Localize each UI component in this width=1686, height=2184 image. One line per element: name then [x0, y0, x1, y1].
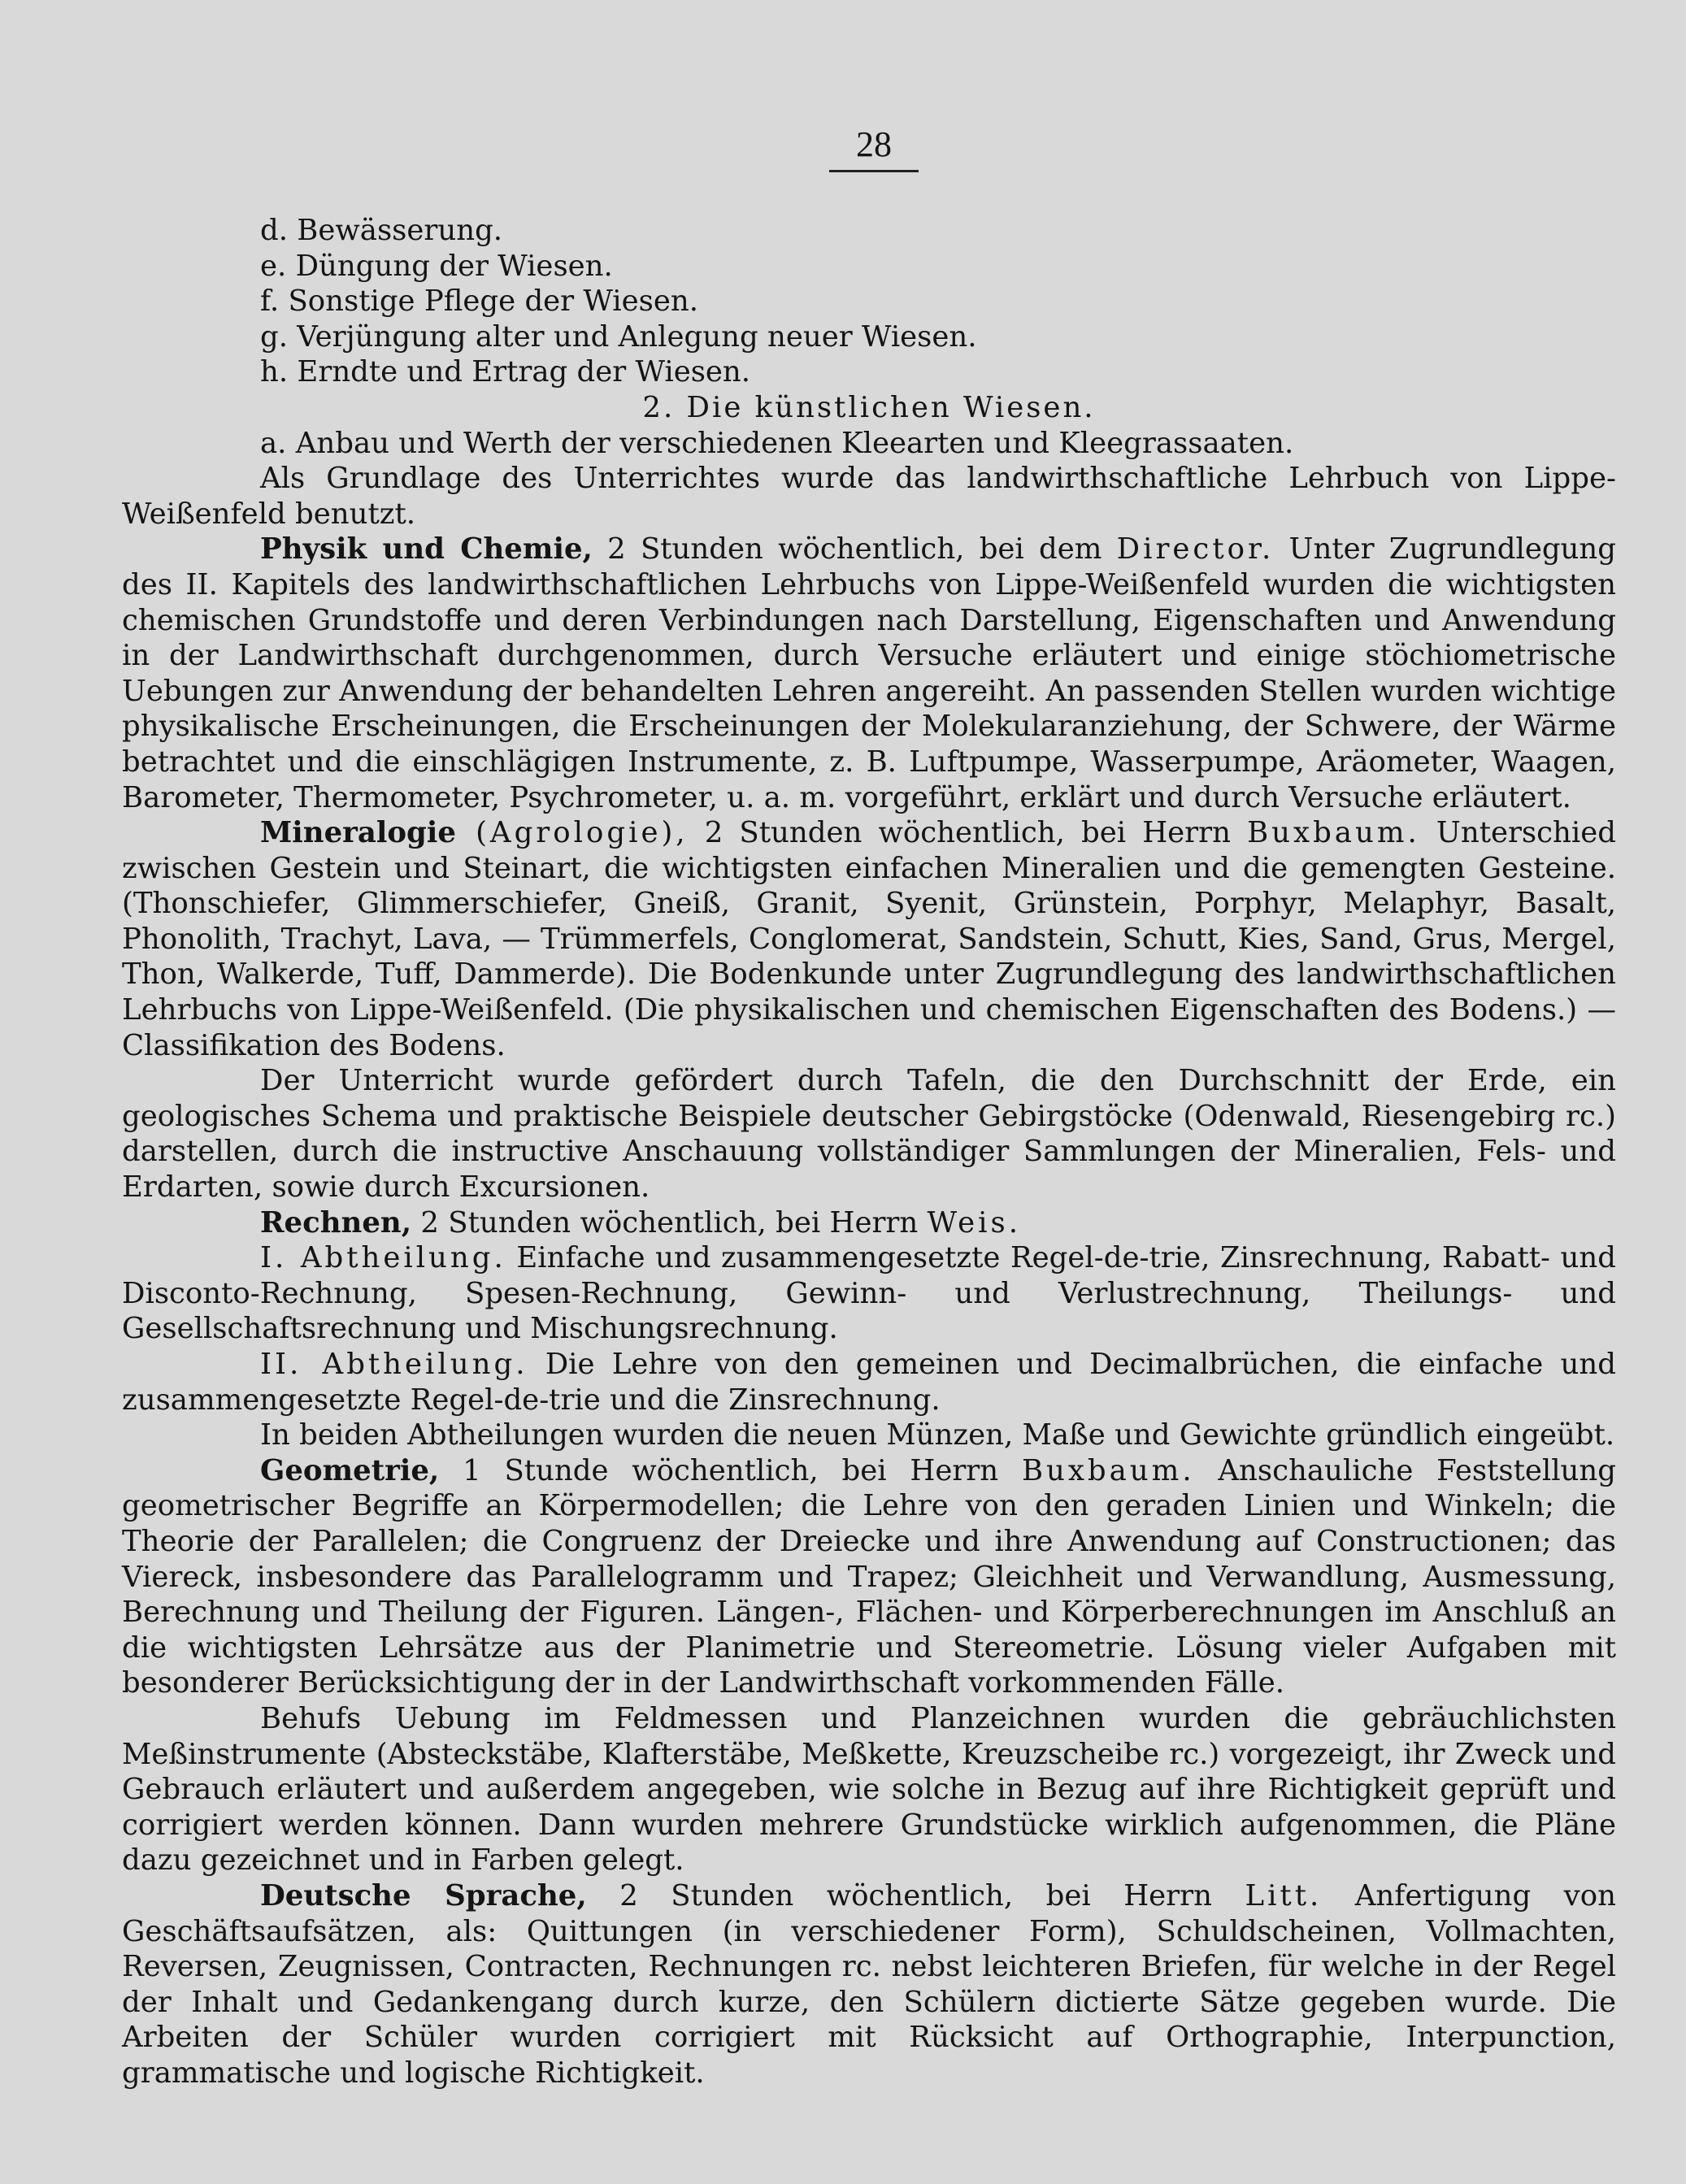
- subject-subtitle-mineralogie: (Agrologie),: [455, 816, 689, 850]
- subject-teacher-deutsch: Litt.: [1245, 1878, 1323, 1913]
- list-item-e: e. Düngung der Wiesen.: [260, 249, 613, 283]
- subject-text-deutsch: Anfertigung von Geschäftsaufsätzen, als: Quittungen (in verschiedener Form), Schuldscheinen, Vollmachten, Reversen, Zeugnissen, Contracten, Rechnungen rc. nebst leichteren Briefen, für welche in der Regel der Inhalt und Gedankengang durch kurze, den Schülern dictierte Sätze gegeben wurde. Die Arbeiten der Schüler wurden corrigiert mit Rücksicht auf Orthographie, Interpunction, grammatische und logische Richtigkeit.: [122, 1878, 1616, 2090]
- paragraph-grundlage: Als Grundlage des Unterrichtes wurde das landwirthschaftliche Lehrbuch von Lippe-Weißenfeld benutzt.: [122, 462, 1616, 531]
- page-number: 28: [829, 124, 919, 172]
- subject-text-mineralogie: Unterschied zwischen Gestein und Steinart, die wichtigsten einfachen Mineralien und die gemengten Gesteine. (Thonschiefer, Glimmerschiefer, Gneiß, Granit, Syenit, Grünstein, Porphyr, Melaphyr, Basalt, Phonolith, Trachyt, Lava, — Trümmerfels, Conglomerat, Sandstein, Schutt, Kies, Sand, Grus, Mergel, Thon, Walkerde, Tuff, Dammerde). Die Bodenkunde unter Zugrundlegung des landwirthschaftlichen Lehrbuchs von Lippe-Weißenfeld. (Die physikalischen und chemischen Eigenschaften des Bodens.) — Classifikation des Bodens.: [122, 816, 1616, 1062]
- subject-title-geometrie: Geometrie,: [260, 1453, 440, 1487]
- subject-hours-geometrie: 1 Stunde wöchentlich, bei Herrn: [439, 1453, 1022, 1487]
- abteilung-1-text: Einfache und zusammengesetzte Regel-de-trie, Zinsrechnung, Rabatt- und Disconto-Rechnung, Spesen-Rechnung, Gewinn- und Verlustrechnung, Theilungs- und Gesellschaftsrechnung und Mischungsrechnung.: [122, 1241, 1616, 1346]
- paragraph-geometrie: [122, 1453, 1616, 1701]
- paragraph-mineralogie: [122, 815, 1616, 1063]
- paragraph-geometrie-feldmessen: Behufs Uebung im Feldmessen und Planzeichnen wurden die gebräuchlichsten Meßinstrumente (Absteckstäbe, Klafterstäbe, Meßkette, Kreuzscheibe rc.) vorgezeigt, ihr Zweck und Gebrauch erläutert und außerdem angegeben, wie solche in Bezug auf ihre Richtigkeit geprüft und corrigiert werden können. Dann wurden mehrere Grundstücke wirklich aufgenommen, die Pläne dazu gezeichnet und in Farben gelegt.: [122, 1701, 1616, 1878]
- list-item-a: a. Anbau und Werth der verschiedenen Kleearten und Kleegrassaaten.: [260, 426, 1294, 460]
- subject-title-physik: Physik und Chemie,: [260, 532, 593, 567]
- section-heading-kuenstliche-wiesen: 2. Die künstlichen Wiesen.: [642, 390, 1096, 424]
- list-item-f: f. Sonstige Pflege der Wiesen.: [260, 284, 699, 319]
- subject-hours-mineralogie: 2 Stunden wöchentlich, bei Herrn: [688, 816, 1248, 850]
- paragraph-rechnen: [122, 1205, 1616, 1241]
- subject-title-mineralogie: Mineralogie: [260, 816, 456, 850]
- subject-hours-physik: 2 Stunden wöchentlich, bei dem: [592, 532, 1117, 567]
- abteilung-2-text: Die Lehre von den gemeinen und Decimalbrüchen, die einfache und zusammengesetzte Regel-de-trie und die Zinsrechnung.: [122, 1348, 1616, 1417]
- list-item-d: d. Bewässerung.: [260, 214, 503, 247]
- paragraph-rechnen-abteilung-2: [122, 1347, 1616, 1418]
- list-item-g: g. Verjüngung alter und Anlegung neuer Wiesen.: [260, 319, 977, 354]
- paragraph-physik-chemie: [122, 532, 1616, 815]
- subject-title-deutsch: Deutsche Sprache,: [260, 1878, 587, 1913]
- paragraph-rechnen-abteilung-1: [122, 1240, 1616, 1347]
- paragraph-rechnen-beide: In beiden Abtheilungen wurden die neuen Münzen, Maße und Gewichte gründlich eingeübt.: [260, 1418, 1615, 1452]
- subject-teacher-geometrie: Buxbaum.: [1021, 1453, 1195, 1487]
- subject-title-rechnen: Rechnen,: [260, 1205, 412, 1240]
- list-item-h: h. Erndte und Ertrag der Wiesen.: [260, 355, 751, 389]
- paragraph-deutsche-sprache: [122, 1878, 1616, 2091]
- paragraph-mineralogie-unterricht: Der Unterricht wurde gefördert durch Tafeln, die den Durchschnitt der Erde, ein geologisches Schema und praktische Beispiele deutscher Gebirgstöcke (Odenwald, Riesengebirg rc.) darstellen, durch die instructive Anschauung vollständiger Sammlungen der Mineralien, Fels- und Erdarten, sowie durch Excursionen.: [122, 1064, 1616, 1205]
- subject-text-physik: Unter Zugrundlegung des II. Kapitels des landwirthschaftlichen Lehrbuchs von Lippe-Weißenfeld wurden die wichtigsten chemischen Grundstoffe und deren Verbindungen nach Darstellung, Eigenschaften und Anwendung in der Landwirthschaft durchgenommen, durch Versuche erläutert und einige stöchiometrische Uebungen zur Anwendung der behandelten Lehren angereiht. An passenden Stellen wurden wichtige physikalische Erscheinungen, die Erscheinungen der Molekularanziehung, der Schwere, der Wärme betrachtet und die einschlägigen Instrumente, z. B. Luftpumpe, Wasserpumpe, Aräometer, Waagen, Barometer, Thermometer, Psychrometer, u. a. m. vorgeführt, erklärt und durch Versuche erläutert.: [122, 532, 1617, 814]
- subject-teacher-mineralogie: Buxbaum.: [1247, 816, 1420, 850]
- subject-teacher-rechnen: Weis.: [927, 1205, 1022, 1240]
- subject-hours-deutsch: 2 Stunden wöchentlich, bei Herrn: [586, 1878, 1245, 1913]
- abteilung-2-label: II. Abtheilung.: [260, 1348, 528, 1381]
- abteilung-1-label: I. Abtheilung.: [260, 1241, 506, 1275]
- subject-teacher-physik: Director.: [1116, 532, 1275, 567]
- subject-hours-rechnen: 2 Stunden wöchentlich, bei Herrn: [411, 1205, 928, 1240]
- subject-text-geometrie: Anschauliche Feststellung geometrischer Begriffe an Körpermodellen; die Lehre von den geraden Linien und Winkeln; die Theorie der Parallelen; die Congruenz der Dreiecke und ihre Anwendung auf Constructionen; das Viereck, insbesondere das Parallelogramm und Trapez; Gleichheit und Verwandlung, Ausmessung, Berechnung und Theilung der Figuren. Längen-, Flächen- und Körperberechnungen im Anschluß an die wichtigsten Lehrsätze aus der Planimetrie und Stereometrie. Lösung vieler Aufgaben mit besonderer Berücksichtigung der in der Landwirthschaft vorkommenden Fälle.: [122, 1453, 1617, 1700]
- page-content: [122, 213, 1616, 2091]
